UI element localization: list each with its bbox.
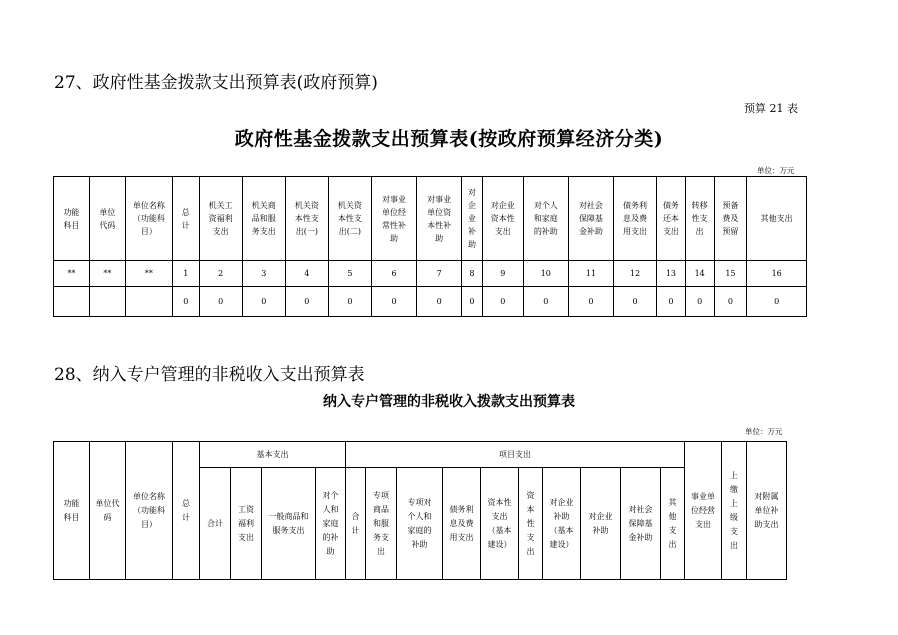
index-cell: 3 <box>242 261 285 287</box>
value-cell: 0 <box>417 287 462 317</box>
value-cell: 0 <box>371 287 416 317</box>
value-cell: 0 <box>657 287 686 317</box>
header-cell: 对企业 资本性 支出 <box>482 177 523 261</box>
col-business: 事业单 位经营 支出 <box>685 442 722 580</box>
header-cell: 机关资 本性支 出(一) <box>285 177 328 261</box>
value-cell: 0 <box>568 287 613 317</box>
group-basic: 基本支出 <box>200 442 346 468</box>
project-col: 对企业 补助 （基本 建设） <box>543 468 581 580</box>
index-cell: 4 <box>285 261 328 287</box>
value-cell <box>125 287 172 317</box>
value-cell: 0 <box>199 287 242 317</box>
value-cell: 0 <box>462 287 483 317</box>
col-superior: 上 缴 上 级 支 出 <box>722 442 747 580</box>
header-cell: 单位名称 （功能科 目） <box>125 177 172 261</box>
group-project: 项目支出 <box>346 442 685 468</box>
project-col: 债务利 息及费 用支出 <box>443 468 481 580</box>
value-cell: 0 <box>172 287 199 317</box>
header-cell: 对事业 单位经 常性补 助 <box>371 177 416 261</box>
basic-col: 对个 人和 家庭 的补 助 <box>316 468 346 580</box>
header-cell: 预备 费及 预留 <box>714 177 747 261</box>
value-cell: 0 <box>328 287 371 317</box>
header-cell: 债务利 息及费 用支出 <box>614 177 657 261</box>
header-cell: 总 计 <box>172 177 199 261</box>
value-cell: 0 <box>714 287 747 317</box>
unit-label-28: 单位：万元 <box>745 427 783 436</box>
project-col: 专项对 个人和 家庭的 补助 <box>397 468 443 580</box>
index-cell: 8 <box>462 261 483 287</box>
value-cell: 0 <box>685 287 714 317</box>
index-cell: 11 <box>568 261 613 287</box>
index-row <box>54 261 807 287</box>
col-unit-name: 单位名称 （功能科 目） <box>126 442 173 580</box>
table-code: 预算 21 表 <box>744 102 798 115</box>
header-row <box>54 177 807 261</box>
header-cell: 功能 科目 <box>54 177 90 261</box>
basic-col: 工资 福利 支出 <box>231 468 262 580</box>
value-cell: 0 <box>242 287 285 317</box>
header-cell: 机关工 资福利 支出 <box>199 177 242 261</box>
header-cell: 债务 还本 支出 <box>657 177 686 261</box>
header-cell: 单位 代码 <box>89 177 125 261</box>
project-col: 对社会 保障基 金补助 <box>621 468 661 580</box>
header-cell: 机关商 品和服 务支出 <box>242 177 285 261</box>
index-cell: 13 <box>657 261 686 287</box>
section-27-heading: 27、政府性基金拨款支出预算表(政府预算) <box>54 73 378 93</box>
basic-col: 一般商品和 服务支出 <box>262 468 316 580</box>
header-cell: 对 企 业 补 助 <box>462 177 483 261</box>
index-cell: ** <box>54 261 90 287</box>
value-cell <box>89 287 125 317</box>
header-cell: 机关资 本性支 出(二) <box>328 177 371 261</box>
index-cell: 9 <box>482 261 523 287</box>
index-cell: 1 <box>172 261 199 287</box>
value-cell: 0 <box>523 287 568 317</box>
project-col: 对企业 补助 <box>581 468 621 580</box>
header-cell: 对事业 单位资 本性补 助 <box>417 177 462 261</box>
project-col: 资 本 性 支 出 <box>519 468 543 580</box>
basic-col: 合计 <box>200 468 231 580</box>
budget-table-27 <box>53 176 807 317</box>
header-cell: 其他支出 <box>747 177 807 261</box>
project-col: 其 他 支 出 <box>661 468 685 580</box>
index-cell: 16 <box>747 261 807 287</box>
section-28-heading: 28、纳入专户管理的非税收入支出预算表 <box>54 365 365 385</box>
header-cell: 对社会 保障基 金补助 <box>568 177 613 261</box>
col-affiliated: 对附属 单位补 助支出 <box>747 442 787 580</box>
project-col: 资本性 支出 （基本 建设） <box>481 468 519 580</box>
header-cell: 转移 性支 出 <box>685 177 714 261</box>
table-title-27: 政府性基金拨款支出预算表(按政府预算经济分类) <box>234 128 664 150</box>
index-cell: ** <box>89 261 125 287</box>
value-cell: 0 <box>285 287 328 317</box>
project-col: 专项 商品 和服 务支 出 <box>366 468 397 580</box>
index-cell: 5 <box>328 261 371 287</box>
value-cell <box>54 287 90 317</box>
table-title-28: 纳入专户管理的非税收入拨款支出预算表 <box>323 394 575 410</box>
index-cell: 10 <box>523 261 568 287</box>
budget-table-28 <box>53 441 787 580</box>
value-cell: 0 <box>482 287 523 317</box>
index-cell: 15 <box>714 261 747 287</box>
col-function: 功能 科目 <box>54 442 90 580</box>
index-cell: 7 <box>417 261 462 287</box>
index-cell: 14 <box>685 261 714 287</box>
value-row <box>54 287 807 317</box>
value-cell: 0 <box>614 287 657 317</box>
col-total: 总 计 <box>173 442 200 580</box>
value-cell: 0 <box>747 287 807 317</box>
unit-label-27: 单位：万元 <box>757 166 795 175</box>
index-cell: 12 <box>614 261 657 287</box>
col-code: 单位代 码 <box>90 442 126 580</box>
index-cell: 6 <box>371 261 416 287</box>
index-cell: ** <box>125 261 172 287</box>
project-col: 合 计 <box>346 468 366 580</box>
index-cell: 2 <box>199 261 242 287</box>
header-cell: 对个人 和家庭 的补助 <box>523 177 568 261</box>
